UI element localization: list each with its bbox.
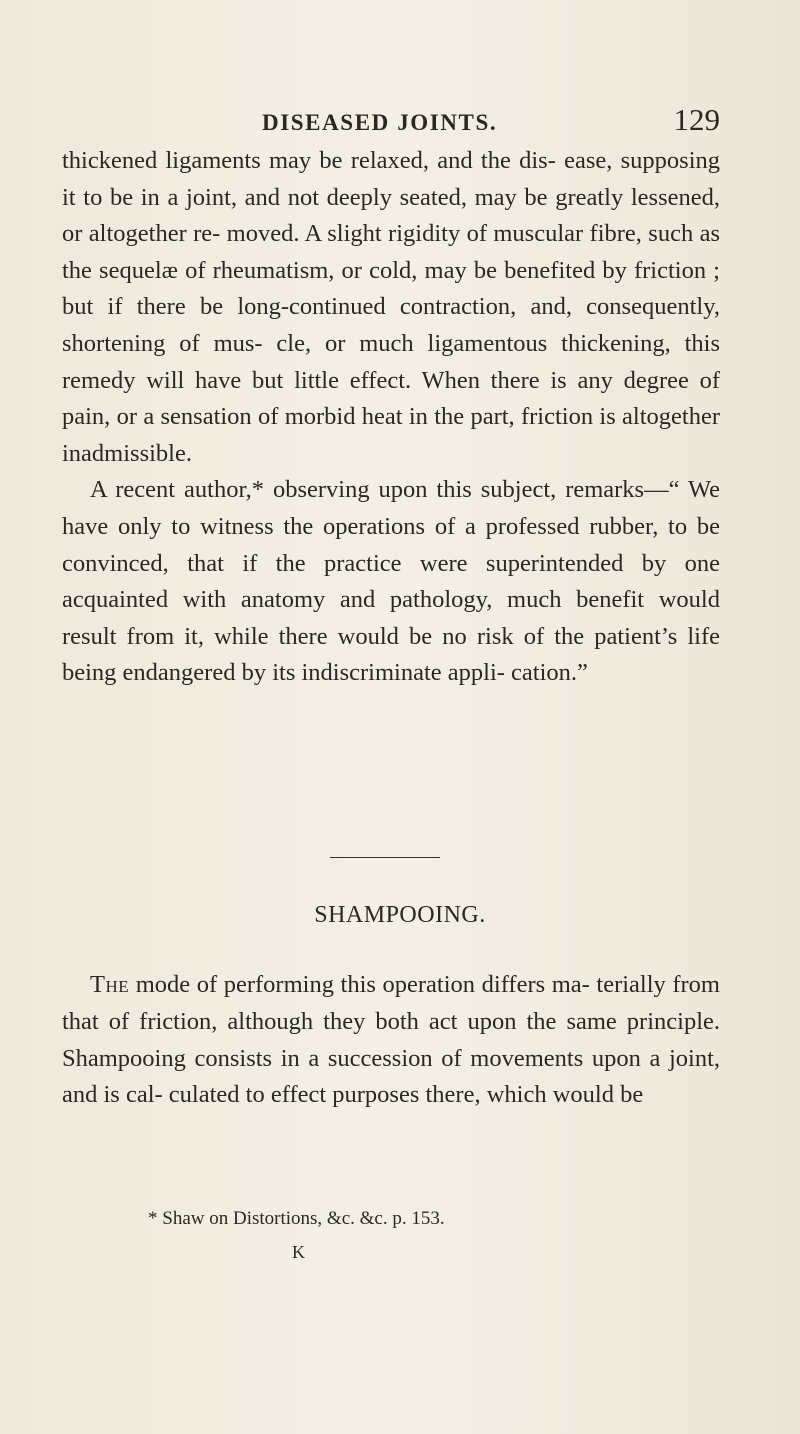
- body-text: [62, 143, 720, 692]
- paragraph-friction: thickened ligaments may be relaxed, and the dis- ease, supposing it to be in a joint, and not deeply seated, may be greatly lessened, or altogether re- moved. A slight rigidity of muscular fibre, such as the sequelæ of rheumatism, or cold, may be benefited by friction ; but if there be long-continued contraction, and, consequently, shortening of mus- cle, or much ligamentous thickening, this remedy will have but little effect. When there is any degree of pain, or a sensation of morbid heat in the part, friction is altogether inadmissible.: [62, 147, 720, 467]
- page-number: 129: [673, 102, 720, 137]
- footnote: * Shaw on Distortions, &c. &c. p. 153.: [148, 1208, 445, 1229]
- section-divider: [330, 857, 440, 858]
- paragraph-shampooing: [62, 967, 720, 1114]
- paragraph-shampooing-text: mode of performing this operation differs ma- terially from that of friction, although they both act upon the same principle. Shampooing consists in a succession of movements upon a joint, and is cal- culated to effect purposes there, which would be: [62, 971, 720, 1109]
- paragraph-quotation: A recent author,* observing upon this subject, remarks—“ We have only to witness the operations of a professed rubber, to be convinced, that if the practice were superintended by one acquainted with anatomy and pathology, much benefit would result from it, while there would be no risk of the patient’s life being endangered by its indiscriminate appli- cation.”: [62, 476, 720, 687]
- page-header: [62, 102, 720, 142]
- section-body: [62, 967, 720, 1114]
- signature-mark: K: [292, 1242, 305, 1262]
- first-word: The: [90, 971, 130, 998]
- running-head: DISEASED JOINTS.: [262, 110, 498, 135]
- section-heading: SHAMPOOING.: [314, 902, 486, 928]
